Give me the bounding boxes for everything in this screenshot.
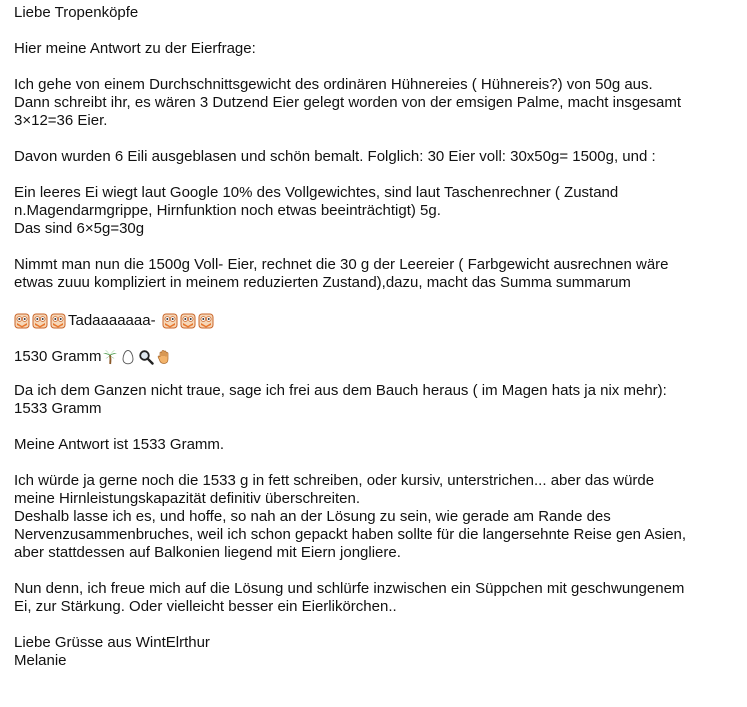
palm-tree-icon (102, 349, 118, 365)
text-line: Ei, zur Stärkung. Oder vielleicht besser ein Eierlikörchen.. (14, 598, 397, 615)
text-line: 3×12=36 Eier. (14, 112, 108, 129)
result-text: 1530 Gramm (14, 348, 102, 365)
text-line: Da ich dem Ganzen nicht traue, sage ich frei aus dem Bauch heraus ( im Magen hats ja nix mehr): (14, 382, 667, 399)
intro-line: Hier meine Antwort zu der Eierfrage: (14, 40, 256, 57)
text-line: Nervenzusammenbruches, weil ich schon gepackt haben sollte für die langersehnte Reise gen Asien, (14, 526, 687, 543)
text-line: Nimmt man nun die 1500g Voll- Eier, rechnet die 30 g der Leereier ( Farbgewicht ausrechnen wäre (14, 256, 669, 273)
text-line: etwas zuuu kompliziert in meinem reduzierten Zustand),dazu, macht das Summa summarum (14, 274, 631, 291)
text-line: aber stattdessen auf Balkonien liegend mit Eiern jongliere. (14, 544, 401, 561)
text-line: Ich würde ja gerne noch die 1533 g in fett schreiben, oder kursiv, unterstrichen... aber das würde (14, 472, 655, 489)
text-line: n.Magendarmgrippe, Hirnfunktion noch etwas beeinträchtigt) 5g. (14, 202, 441, 219)
text-line: 1533 Gramm (14, 400, 102, 417)
text-line: Nun denn, ich freue mich auf die Lösung und schlürfe inzwischen ein Süppchen mit geschwungenem (14, 580, 685, 597)
text-line: Deshalb lasse ich es, und hoffe, so nah an der Lösung zu sein, wie gerade am Rande des (14, 508, 611, 525)
closing (14, 634, 739, 670)
tadaa-line (14, 310, 739, 332)
signature: Melanie (14, 652, 67, 669)
paragraph-sum (14, 256, 739, 292)
egg-icon (120, 349, 136, 365)
greeting: Liebe Tropenköpfe (14, 4, 139, 21)
closing-line: Liebe Grüsse aus WintElrthur (14, 634, 210, 651)
owl-icon (198, 313, 214, 329)
hand-icon (156, 349, 172, 365)
owl-icon (32, 313, 48, 329)
text-line: Davon wurden 6 Eili ausgeblasen und schön bemalt. Folglich: 30 Eier voll: 30x50g= 1500g, und : (14, 148, 656, 165)
paragraph-answer (14, 436, 739, 454)
paragraph-solution (14, 580, 739, 616)
paragraph-empty-egg (14, 184, 739, 238)
tadaa-text: Tadaaaaaaa- (68, 312, 156, 329)
text-line: Dann schreibt ihr, es wären 3 Dutzend Eier gelegt worden von der emsigen Palme, macht insgesamt (14, 94, 682, 111)
text-line: meine Hirnleistungskapazität definitiv überschreiten. (14, 490, 361, 507)
paragraph-blown-eggs (14, 148, 739, 166)
owl-icon (14, 313, 30, 329)
paragraph-gut-feeling (14, 382, 739, 418)
owl-icon (50, 313, 66, 329)
owl-icon (180, 313, 196, 329)
text-line: Ich gehe von einem Durchschnittsgewicht des ordinären Hühnereies ( Hühnereis?) von 50g aus. (14, 76, 653, 93)
text-line: Das sind 6×5g=30g (14, 220, 145, 237)
result-line (14, 346, 739, 368)
text-line: Ein leeres Ei wiegt laut Google 10% des Vollgewichtes, sind laut Taschenrechner ( Zustand (14, 184, 619, 201)
owl-icon (162, 313, 178, 329)
paragraph-average-weight (14, 76, 739, 130)
magnifier-icon (138, 349, 154, 365)
paragraph-formatting (14, 472, 739, 562)
text-line: Meine Antwort ist 1533 Gramm. (14, 436, 225, 453)
